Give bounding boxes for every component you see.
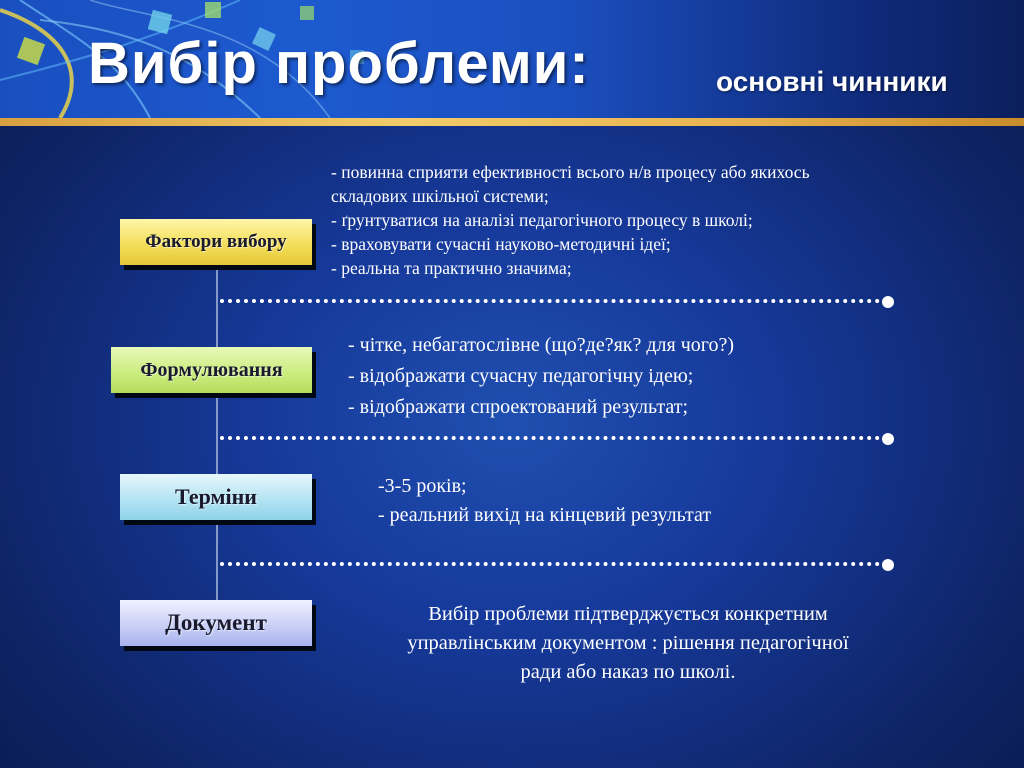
header-accent-line [0, 118, 1024, 126]
terms-line: -3-5 років; [378, 475, 467, 497]
formulation-line: - чітке, небагатослівне (що?де?як? для чого?) [348, 334, 735, 356]
page-title: Вибір проблеми: [88, 31, 590, 96]
factors-description [331, 160, 810, 280]
document-line: ради або наказ по школі. [520, 661, 736, 683]
terms-label-text: Терміни [175, 484, 257, 509]
formulation-line: - відображати спроектований результат; [348, 396, 689, 418]
document-line: управлінським документом : рішення педагогічної [407, 632, 849, 654]
dotted-separator-1 [220, 299, 880, 303]
page-subtitle: основні чинники [716, 66, 948, 97]
terms-description [378, 472, 711, 530]
document-line: Вибір проблеми підтверджується конкретним [428, 603, 828, 625]
document-label [120, 600, 312, 646]
formulation-label [111, 347, 312, 393]
terms-line: - реальний вихід на кінцевий результат [378, 504, 712, 526]
document-description [340, 600, 916, 687]
factors-label [120, 219, 312, 265]
terms-label [120, 474, 312, 520]
formulation-line: - відображати сучасну педагогічну ідею; [348, 365, 694, 387]
separator-end-dot [882, 433, 894, 445]
factors-line: - ґрунтуватися на аналізі педагогічного процесу в школі; [331, 210, 753, 230]
document-label-text: Документ [165, 610, 267, 635]
factors-label-text: Фактори вибору [145, 231, 287, 252]
separator-end-dot [882, 559, 894, 571]
timeline-connector [216, 262, 218, 600]
formulation-description [348, 330, 734, 423]
factors-line: - реальна та практично значима; [331, 258, 572, 278]
formulation-label-text: Формулювання [140, 358, 283, 381]
separator-end-dot [882, 296, 894, 308]
factors-line: - повинна сприяти ефективності всього н/в процесу або якихось [331, 162, 810, 182]
factors-line: складових шкільної системи; [331, 186, 549, 206]
dotted-separator-2 [220, 436, 880, 440]
header-banner [0, 0, 1024, 118]
dotted-separator-3 [220, 562, 880, 566]
factors-line: - враховувати сучасні науково-методичні ідеї; [331, 234, 671, 254]
